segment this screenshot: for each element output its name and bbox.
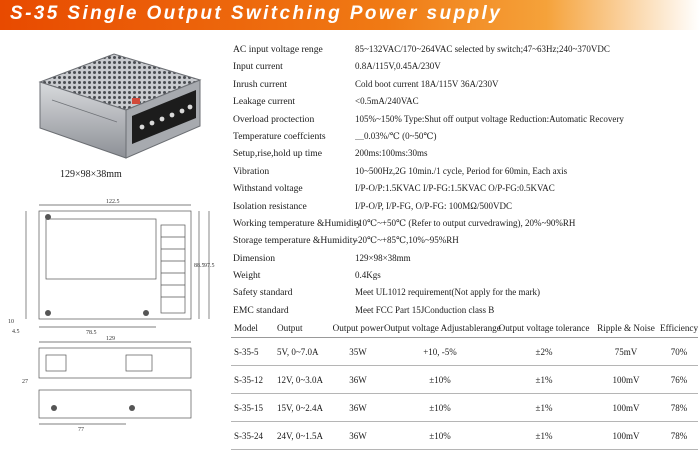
spec-row [233,198,698,215]
cell-ripple-noise: 75mV [592,338,660,366]
cell-output: 24V, 0~1.5A [277,422,332,450]
cell-efficiency: 76% [660,366,698,394]
spec-label: EMC standard [233,304,289,316]
spec-value: 0.8A/115V,0.45A/230V [355,61,441,72]
dimension-drawing [6,195,226,432]
spec-row [233,267,698,284]
spec-label: Storage temperature &Humidity [233,235,358,247]
spec-label: Safety standard [233,287,293,299]
spec-row [233,284,698,301]
dim-side-label: 77 [78,427,84,432]
cell-model: S-35-15 [231,394,277,422]
cell-tolerance: ±1% [496,422,592,450]
spec-row [233,111,698,128]
cell-output-power: 35W [332,338,384,366]
spec-label: AC input voltage renge [233,44,323,55]
column-header-tolerance: Output voltage tolerance [496,319,592,338]
cell-adjust-range: ±10% [384,422,496,450]
spec-label: Overload proctection [233,113,315,125]
spec-value: Meet FCC Part 15JConduction class B [355,304,495,315]
cell-output-power: 36W [332,394,384,422]
spec-row [233,128,698,145]
spec-value: 129×98×38mm [355,252,411,263]
spec-row [233,145,698,162]
table-row [231,422,698,450]
spec-label: Vibration [233,165,270,177]
cell-tolerance: ±1% [496,394,592,422]
spec-list [233,41,698,319]
cell-adjust-range: ±10% [384,394,496,422]
table-row [231,394,698,422]
dim-edge2-label: 4.5 [12,329,20,335]
spec-value: Meet UL1012 requirement(Not apply for the mark) [355,287,540,298]
title-banner [0,0,700,30]
cell-output: 12V, 0~3.0A [277,366,332,394]
cell-tolerance: ±2% [496,338,592,366]
table-header-row [231,319,698,338]
column-header-ripple-noise: Ripple & Noise [592,319,660,338]
spec-label: Weight [233,270,261,282]
spec-row [233,76,698,93]
spec-label: Isolation resistance [233,200,307,212]
spec-value: 0.4Kgs [355,270,381,281]
cell-adjust-range: +10, -5% [384,338,496,366]
dim-width-label: 122.5 [106,199,120,205]
column-header-adjust-range: Output voltage Adjustablerange [384,319,496,338]
spec-value: 10~500Hz,2G 10min./1 cycle, Period for 60min, Each axis [355,165,568,176]
cell-tolerance: ±1% [496,366,592,394]
cell-output: 15V, 0~2.4A [277,394,332,422]
column-header-output: Output [277,319,332,338]
cell-adjust-range: ±10% [384,366,496,394]
cell-ripple-noise: 100mV [592,366,660,394]
spec-label: Withstand voltage [233,183,303,195]
cell-ripple-noise: 100mV [592,422,660,450]
spec-row [233,58,698,75]
cell-output: 5V, 0~7.0A [277,338,332,366]
spec-label: Input current [233,61,283,73]
dim-bottom-width-label: 129 [106,336,115,342]
spec-label: Working temperature &Humidity [233,217,362,229]
spec-value: -10℃~+50℃ (Refer to output curvedrawing), 20%~90%RH [355,217,576,228]
spec-row [233,93,698,110]
spec-label: Leakage current [233,96,296,108]
spec-value: I/P-O/P, I/P-FG, O/P-FG: 100MΩ/500VDC [355,200,512,211]
cell-model: S-35-24 [231,422,277,450]
spec-label: Inrush current [233,78,288,90]
spec-value: Cold boot current 18A/115V 36A/230V [355,78,499,89]
dim-edge1-label: 10 [8,319,14,325]
model-table [231,319,698,450]
table-row [231,338,698,366]
column-header-output-power: Output power [332,319,384,338]
spec-value: 85~132VAC/170~264VAC selected by switch;47~63Hz;240~370VDC [355,44,610,54]
dim-offset-label: 27 [22,379,28,385]
spec-row [233,302,698,319]
table-row [231,366,698,394]
column-header-efficiency: Efficiency [660,319,698,338]
cell-efficiency: 78% [660,394,698,422]
spec-row [233,41,698,58]
spec-value: 200ms:100ms:30ms [355,148,428,159]
spec-label: Dimension [233,252,276,264]
dim-height2-label: 97.5 [204,263,215,269]
cell-output-power: 36W [332,422,384,450]
spec-value: ＿0.03%/℃ (0~50℃) [355,130,437,141]
spec-label: Temperature coeffcients [233,130,326,142]
spec-value: <0.5mA/240VAC [355,96,419,107]
cell-efficiency: 70% [660,338,698,366]
product-photo [22,40,212,168]
dim-hole-spacing-label: 78.5 [86,330,97,336]
cell-output-power: 36W [332,366,384,394]
spec-row [233,232,698,249]
spec-row [233,215,698,232]
cell-model: S-35-12 [231,366,277,394]
dim-height-label: 88.5 [194,263,205,269]
cell-efficiency: 78% [660,422,698,450]
spec-label: Setup,rise,hold up time [233,148,322,160]
spec-row [233,180,698,197]
spec-value: -20℃~+85℃,10%~95%RH [355,235,459,246]
cell-ripple-noise: 100mV [592,394,660,422]
spec-row [233,163,698,180]
column-header-model: Model [231,319,277,338]
page-title: S-35 Single Output Switching Power supply [10,3,503,24]
spec-value: 105%~150% Type:Shut off output voltage Reduction:Automatic Recovery [355,113,624,124]
spec-row [233,250,698,267]
cell-model: S-35-5 [231,338,277,366]
product-dimensions-caption: 129×98×38mm [60,169,122,180]
spec-value: I/P-O/P:1.5KVAC I/P-FG:1.5KVAC O/P-FG:0.5KVAC [355,183,555,194]
